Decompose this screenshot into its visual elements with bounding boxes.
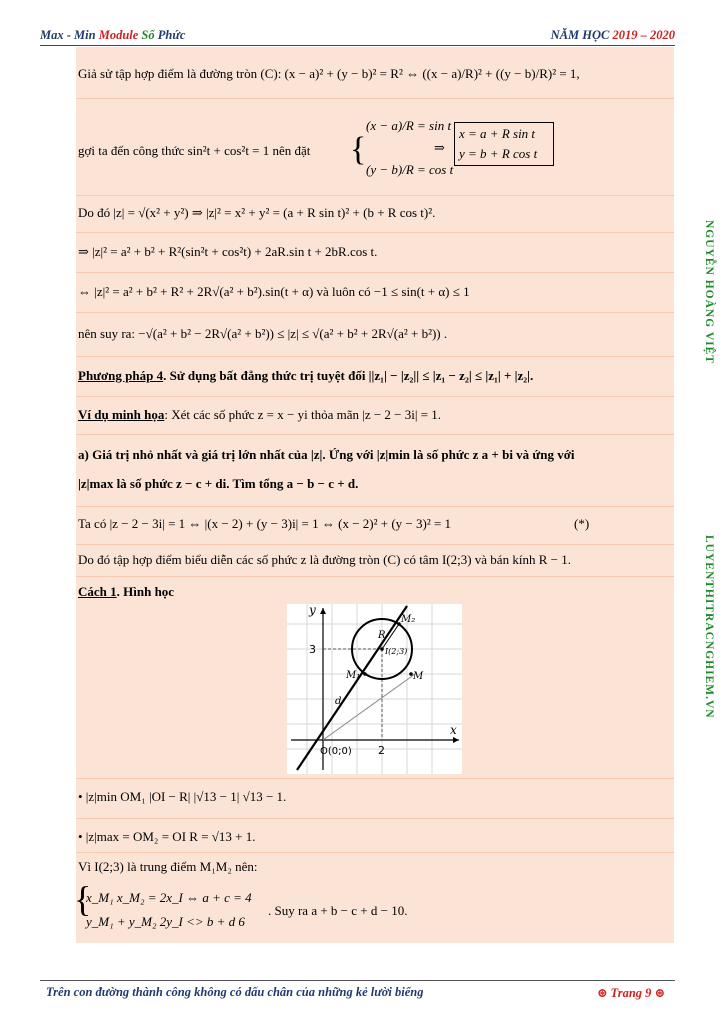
- fig-x-label: x: [450, 723, 457, 737]
- text-line-result: . Suy ra a + b − c + d − 10.: [268, 903, 408, 918]
- row-divider: [76, 356, 674, 357]
- footer-divider: [40, 980, 675, 981]
- text-line-set-eq: Ta có |z − 2 − 3i| = 1 ⇔ |(x − 2) + (y − 3)i| = 1 ⇔ (x − 2)² + (y − 3)² = 1: [78, 516, 452, 531]
- side-label-author: NGUYỄN HOÀNG VIỆT: [703, 220, 715, 364]
- row-divider: [76, 312, 674, 313]
- header-divider: [40, 45, 675, 46]
- row-divider: [76, 195, 674, 196]
- bullet-max: • |z|max = OM₂ = OI R = √13 + 1.: [78, 829, 256, 844]
- footer-motto: Trên con đường thành công không có dấu chân của những kẻ lười biếng: [46, 985, 424, 999]
- row-divider: [76, 98, 674, 99]
- text-line-sin-bound: ⇔ |z|² = a² + b² + R² + 2R√(a² + b²).sin(t + α) và luôn có −1 ≤ sin(t + α) ≤ 1: [78, 284, 470, 299]
- row-divider: [76, 506, 674, 507]
- fig-origin-label: O(0;0): [320, 746, 352, 757]
- header-school-year: NĂM HỌC 2019 – 2020: [550, 28, 675, 42]
- text-line-circle-center: Do đó tập hợp điểm biểu diễn các số phức z là đường tròn (C) có tâm I(2;3) và bán kính R − 1.: [78, 552, 571, 567]
- row-divider: [76, 778, 674, 779]
- row-divider: [76, 272, 674, 273]
- equation-tag: (*): [574, 516, 590, 531]
- row-divider: [76, 852, 674, 853]
- row-divider: [76, 396, 674, 397]
- brace-left: {: [350, 131, 367, 168]
- bullet-min: • |z|min OM₁ |OI − R| |√13 − 1| √13 − 1.: [78, 789, 287, 804]
- content-panel: [76, 47, 674, 943]
- tangent-line: [323, 674, 415, 740]
- system-eq-1: (x − a)/R = sin t: [366, 118, 452, 133]
- fig-tick-x: 2: [378, 744, 385, 757]
- text-line-trig-hint: gợi ta đến công thức sin²t + cos²t = 1 nên đặt: [78, 143, 311, 158]
- row-divider: [76, 232, 674, 233]
- fig-center-label: I(2;3): [385, 647, 408, 656]
- system-eq-2: (y − b)/R = cos t: [366, 162, 454, 177]
- row-divider: [76, 818, 674, 819]
- question-a-line1: a) Giá trị nhỏ nhất và giá trị lớn nhất của |z|. Ứng với |z|min là số phức z a + bi và ứng với: [78, 447, 575, 462]
- question-a-line2: |z|max là số phức z − c + di. Tìm tổng a − b − c + d.: [78, 476, 359, 491]
- geometry-figure-svg: [287, 604, 462, 774]
- fig-tick-y: 3: [309, 643, 316, 656]
- fig-radius-label: R: [378, 630, 386, 641]
- row-divider: [76, 434, 674, 435]
- text-line-conclusion: nên suy ra: −√(a² + b² − 2R√(a² + b²)) ≤ |z| ≤ √(a² + b² + 2R√(a² + b²)) .: [78, 326, 448, 341]
- method-4-heading: Phương pháp 4. Sử dụng bất đẳng thức trị tuyệt đối ||z₁| − |z₂|| ≤ |z₁ − z₂| ≤ |z₁| + |z₂|.: [78, 368, 534, 383]
- header-title: Max - Min Module Số Phức: [40, 28, 186, 42]
- system-midpoint-1: x_M₁ x_M₂ = 2x_I ⇔ a + c = 4: [86, 890, 252, 905]
- geometry-figure: [287, 604, 462, 774]
- text-line-circle-eq: Giả sử tập hợp điểm là đường tròn (C): (x − a)² + (y − b)² = R² ⇔ ((x − a)/R)² + ((y − b)/R)² = 1,: [78, 66, 580, 81]
- side-label-website: LUYENTHITRACNGHIEM.VN: [703, 535, 715, 719]
- fig-d-label: d: [335, 696, 342, 707]
- text-line-midpoint: Vì I(2;3) là trung điểm M₁M₂ nên:: [78, 859, 258, 874]
- fig-m1-label: M₁: [346, 670, 361, 681]
- system-midpoint-2: y_M₁ + y_M₂ 2y_I <> b + d 6: [86, 914, 245, 929]
- fig-m2-label: M₂: [401, 614, 416, 625]
- implies-symbol: ⇒: [434, 140, 445, 155]
- brace-left-2: {: [74, 879, 92, 919]
- page-header: [40, 28, 675, 46]
- boxed-result: x = a + R sin t y = b + R cos t: [454, 122, 554, 166]
- row-divider: [76, 576, 674, 577]
- example-heading: Ví dụ minh họa: Xét các số phức z = x − yi thỏa mãn |z − 2 − 3i| = 1.: [78, 407, 442, 422]
- line-OI: [297, 606, 407, 770]
- text-line-expand: ⇒ |z|² = a² + b² + R²(sin²t + cos²t) + 2aR.sin t + 2bR.cos t.: [78, 244, 378, 259]
- footer-page-number: ⊛ Trang 9 ⊛: [596, 986, 665, 1000]
- text-line-modulus: Do đó |z| = √(x² + y²) ⇒ |z|² = x² + y² = (a + R sin t)² + (b + R cos t)².: [78, 205, 436, 220]
- fig-m-label: M: [413, 671, 424, 682]
- method-1-heading: Cách 1. Hình học: [78, 584, 175, 599]
- fig-y-label: y: [309, 604, 316, 617]
- row-divider: [76, 544, 674, 545]
